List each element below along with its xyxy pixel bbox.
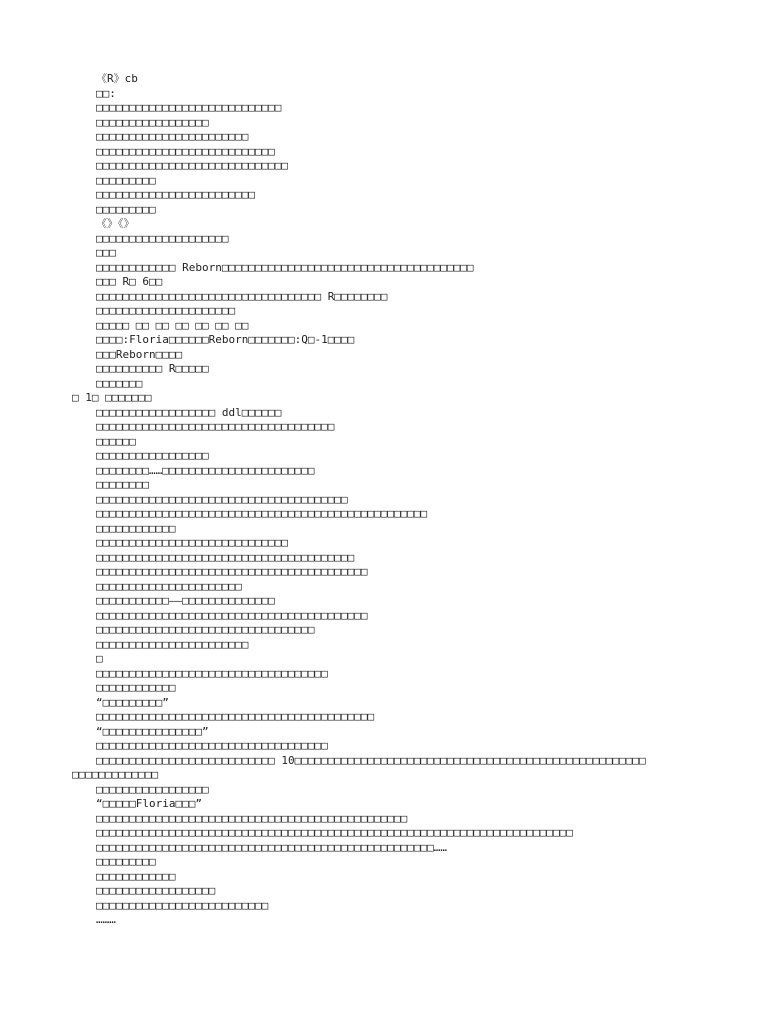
text-line: □□□	[96, 246, 116, 259]
text-line: □□□□□□□□□□□□□□□□□□□□□□□□□□□□□□□□□□□□□□□□□□□□□□□□□□□……	[96, 840, 447, 854]
text-line: □□□□□□□□□□□□□□□□□□□□□□□□□□	[96, 898, 269, 912]
text-line: ………	[96, 913, 116, 926]
text-line: □□□□□□□□□□□□□□□□□□□□□□□□□□□□□□□□□□□□□□□□□□	[96, 710, 375, 723]
text-line: 《R》cb	[96, 72, 138, 85]
text-line: □□□□□□□	[96, 376, 143, 390]
text-line: □□□□□□□□□□□□	[96, 521, 176, 535]
text-line: □□□□□□□□□□□□	[96, 681, 176, 694]
text-line: □□□□□□□□□□□□□□□□□□□□□□□□□□□	[96, 144, 275, 158]
text-line: □□□□□□□□□□ R□□□□□	[96, 362, 209, 375]
text-line: □□□□□□□□□□□□□□□□□□□□□□□□□□□ 10□□□□□□□□□□□□□□□□□□□□□□□□□□□□□□□□□□□□□□□□□□□□□□□□□□□□□	[96, 753, 646, 767]
text-line: □□□□□□□□□	[96, 202, 156, 216]
text-line: □□□□□□□□□□□□□□□□□□□□□□□	[96, 637, 249, 651]
text-line: □□□□□□□□	[96, 478, 149, 491]
text-line: □□□□□□□□□□□□□□□□□□□□□□□□□□□□□□□□□□□	[96, 666, 328, 680]
document-page	[0, 72, 768, 928]
text-line: □□□□□□□□□□□□□□□□□□ ddl□□□□□□	[96, 405, 282, 419]
text-line: 《》《》	[96, 217, 135, 230]
text-line: □□:	[96, 86, 116, 100]
text-line: “□□□□□□□□□”	[96, 695, 169, 709]
text-line: □□□□□□□□□□□□□□□□□□□□□	[96, 304, 236, 317]
text-line: □□□□□□□□□□□□□□□□□□□□□□□□□□□□□□□□□□□□□□□□□□□□□□□	[96, 811, 408, 825]
text-line: □□□□□ □□ □□ □□ □□ □□ □□	[96, 318, 249, 332]
text-line: □ 1□ □□□□□□□	[72, 391, 152, 404]
text-line: □□□□□□□□□□□□□□□□□□□□	[96, 231, 229, 245]
text-line: □□□□□□□□□	[96, 173, 156, 187]
text-line: □□□□□□	[96, 434, 136, 448]
text-line: □□□□□□□□□□□□□□□□□	[96, 449, 209, 462]
text-line: □□□□□□□□□	[96, 855, 156, 868]
text-line: □□□□□□□□□□□□□□□□□□□□□□□□	[96, 188, 255, 201]
text-line: □□□□□□□□□□□□□□□□□□□□□□□□□□□□□□□□□□□	[96, 739, 328, 752]
text-line: □□□□□□□□□□□□□□□□□□□□□□□□□□□□	[96, 101, 282, 114]
text-line: □□□□□□□□□□□□□□□□□□□□□□□□□□□□□□□□□□□□□□□	[96, 550, 355, 564]
text-line: □□□□□□□□□□□□□□□□□□□□□□□□□□□□□□□□□□□□□□□□□	[96, 565, 368, 578]
text-line: □□□□□□□□□□□□□□□□□□□□□□□□□□□□□□□□□□□□□□□□□□□□□□□□□□□□□□□□□□□□□□□□□□□□□□□□	[96, 826, 573, 839]
text-line: “□□□□□□□□□□□□□□□”	[96, 724, 209, 738]
text-line: □□□□:Floria□□□□□□Reborn□□□□□□□:Q□-1□□□□	[96, 333, 355, 346]
text-line: □□□□□□□□□□□□□□□□□	[96, 115, 209, 129]
text-line: □□□Reborn□□□□	[96, 347, 183, 361]
text-line: □□□□□□□□□□□□□□□□□□□□□□□□□□□□□	[96, 536, 289, 549]
text-line: □□□□□□□□□□□□□□□□□□□□□□□□□□□□□	[96, 159, 289, 172]
text-line: □□□□□□□□□□□□	[96, 869, 176, 883]
text-line: □□□□□□□□□□□□□□□□□□□□□□□□□□□□□□□□□□□□□□□□□	[96, 608, 368, 622]
text-line: □□□ R□ 6□□	[96, 275, 163, 288]
text-line: “□□□□□Floria□□□”	[96, 797, 202, 810]
text-line: □□□□□□□□……□□□□□□□□□□□□□□□□□□□□□□□	[96, 463, 315, 477]
text-line: □□□□□□□□□□□□□□□□□	[96, 782, 209, 796]
text-line: □□□□□□□□□□□□□□□□□□□□□□□□□□□□□□□□□□□□	[96, 420, 335, 433]
text-line: □□□□□□□□□□□□□□□□□□□□□□	[96, 579, 242, 593]
text-line: □□□□□□□□□□□——□□□□□□□□□□□□□□	[96, 594, 275, 607]
text-line: □□□□□□□□□□□□ Reborn□□□□□□□□□□□□□□□□□□□□□□□□□□□□□□□□□□□□□□	[96, 260, 474, 274]
text-line: □□□□□□□□□□□□□□□□□□	[96, 884, 216, 897]
text-line: □□□□□□□□□□□□□□□□□□□□□□□□□□□□□□□□□□□□□□	[96, 492, 348, 506]
text-line: □	[96, 652, 103, 665]
text-line: □□□□□□□□□□□□□□□□□□□□□□□□□□□□□□□□□	[96, 623, 315, 636]
text-line: □□□□□□□□□□□□□	[72, 768, 159, 781]
text-line: □□□□□□□□□□□□□□□□□□□□□□□□□□□□□□□□□□□□□□□□□□□□□□□□□□	[96, 507, 428, 520]
text-line: □□□□□□□□□□□□□□□□□□□□□□□□□□□□□□□□□□ R□□□□□□□□	[96, 289, 388, 303]
text-line: □□□□□□□□□□□□□□□□□□□□□□□	[96, 130, 249, 143]
